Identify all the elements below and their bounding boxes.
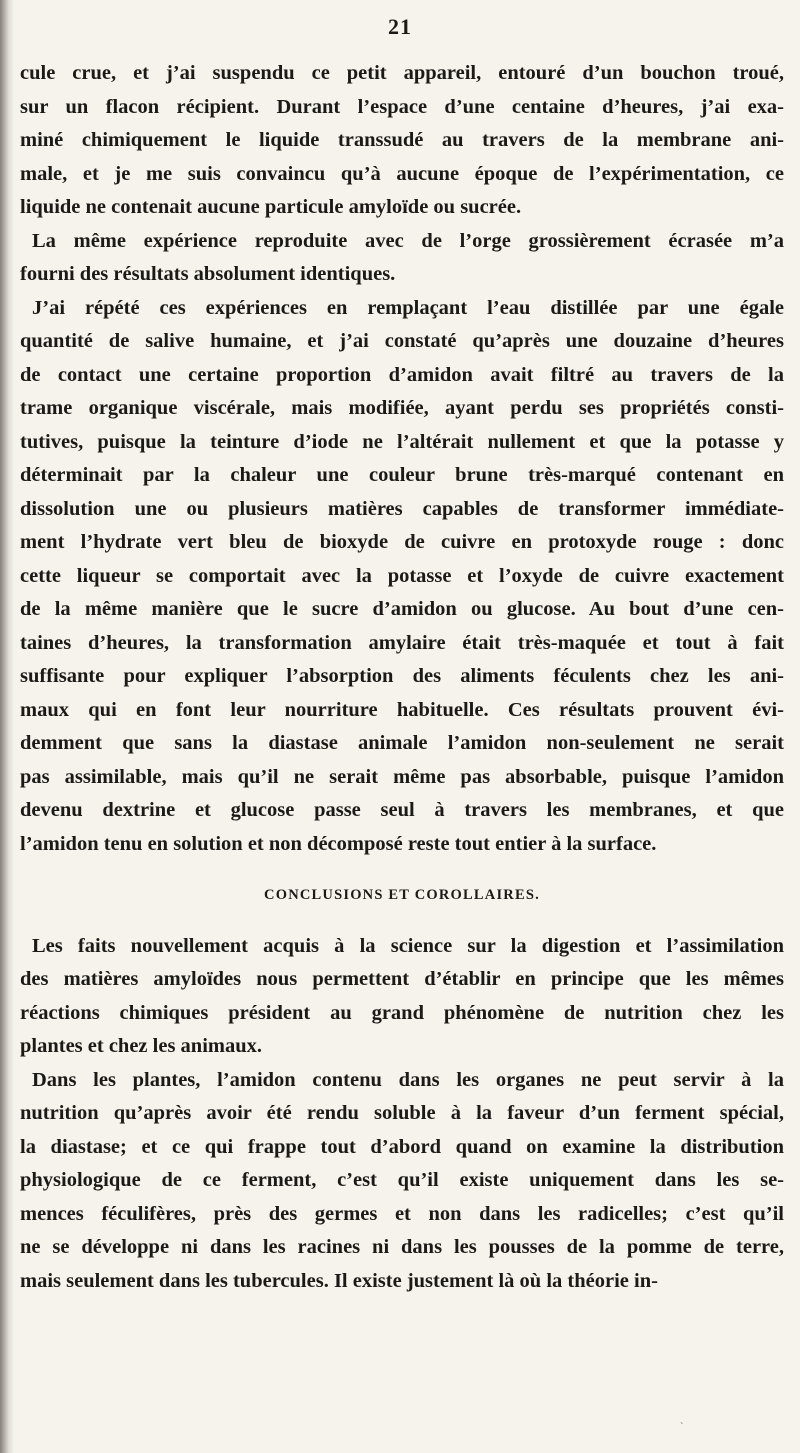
text-line: de contact une certaine proportion d’amidon avait filtré au travers de la [20, 363, 784, 386]
text-line: J’ai répété ces expériences en remplaçant l’eau distillée par une égale [32, 296, 784, 319]
paragraph [20, 930, 784, 1064]
text-line: réactions chimiques président au grand phénomène de nutrition chez les [20, 1001, 784, 1024]
text-line: male, et je me suis convaincu qu’à aucune époque de l’expérimentation, ce [20, 162, 784, 185]
text-line: ment l’hydrate vert bleu de bioxyde de cuivre en protoxyde rouge : donc [20, 531, 784, 553]
text-line: liquide ne contenait aucune particule amyloïde ou sucrée. [20, 196, 522, 218]
text-line: suffisante pour expliquer l’absorption des aliments féculents chez les ani- [20, 665, 784, 687]
text-line: miné chimiquement le liquide transsudé au travers de la membrane ani- [20, 129, 784, 151]
section-heading: CONCLUSIONS ET COROLLAIRES. [264, 887, 540, 903]
page-number: 21 [388, 14, 412, 39]
binding-shadow [0, 0, 14, 1453]
text-line: Les faits nouvellement acquis à la science sur la digestion et l’assimilation [32, 934, 784, 957]
text-line: cule crue, et j’ai suspendu ce petit appareil, entouré d’un bouchon troué, [20, 62, 784, 84]
text-line: dissolution une ou plusieurs matières capables de transformer immédiate- [20, 497, 784, 520]
stray-mark: ` [680, 1422, 684, 1433]
text-line: trame organique viscérale, mais modifiée, ayant perdu ses propriétés consti- [20, 397, 784, 419]
text-line: nutrition qu’après avoir été rendu soluble à la faveur d’un ferment spécial, [20, 1102, 784, 1124]
paragraphs-before [20, 57, 784, 861]
text-line: Dans les plantes, l’amidon contenu dans les organes ne peut servir à la [32, 1068, 784, 1091]
paragraph [20, 57, 784, 225]
paragraph [20, 292, 784, 862]
body-text [20, 57, 784, 1298]
text-line: quantité de salive humaine, et j’ai constaté qu’après une douzaine d’heures [20, 330, 784, 352]
text-line: mences féculifères, près des germes et non dans les radicelles; c’est qu’il [20, 1202, 784, 1225]
text-line: pas assimilable, mais qu’il ne serait même pas absorbable, puisque l’amidon [20, 765, 784, 788]
paragraph [20, 1064, 784, 1299]
text-line: tutives, puisque la teinture d’iode ne l’altérait nullement et que la potasse y [20, 430, 784, 453]
text-line: la diastase; et ce qui frappe tout d’abord quand on examine la distribution [20, 1135, 784, 1158]
text-line: sur un flacon récipient. Durant l’espace d’une centaine d’heures, j’ai exa- [20, 95, 784, 118]
paragraph [20, 225, 784, 292]
text-line: de la même manière que le sucre d’amidon ou glucose. Au bout d’une cen- [20, 598, 784, 620]
text-line: devenu dextrine et glucose passe seul à travers les membranes, et que [20, 799, 784, 821]
text-line: ne se développe ni dans les racines ni dans les pousses de la pomme de terre, [20, 1236, 784, 1258]
text-line: déterminait par la chaleur une couleur brune très-marqué contenant en [20, 464, 784, 486]
text-line: plantes et chez les animaux. [20, 1035, 262, 1057]
text-line: cette liqueur se comportait avec la potasse et l’oxyde de cuivre exactement [20, 564, 784, 587]
text-line: fourni des résultats absolument identiques. [20, 263, 396, 285]
text-line: des matières amyloïdes nous permettent d’établir en principe que les mêmes [20, 968, 784, 990]
text-line: l’amidon tenu en solution et non décomposé reste tout entier à la surface. [20, 832, 657, 855]
text-line: physiologique de ce ferment, c’est qu’il existe uniquement dans les se- [20, 1169, 784, 1191]
text-line: mais seulement dans les tubercules. Il existe justement là où la théorie in- [20, 1269, 658, 1292]
text-line: maux qui en font leur nourriture habituelle. Ces résultats prouvent évi- [20, 698, 784, 721]
text-line: La même expérience reproduite avec de l’orge grossièrement écrasée m’a [32, 229, 784, 252]
paragraphs-after [20, 930, 784, 1299]
text-line: demment que sans la diastase animale l’amidon non-seulement ne serait [20, 732, 784, 754]
text-line: taines d’heures, la transformation amylaire était très-maquée et tout à fait [20, 631, 784, 654]
